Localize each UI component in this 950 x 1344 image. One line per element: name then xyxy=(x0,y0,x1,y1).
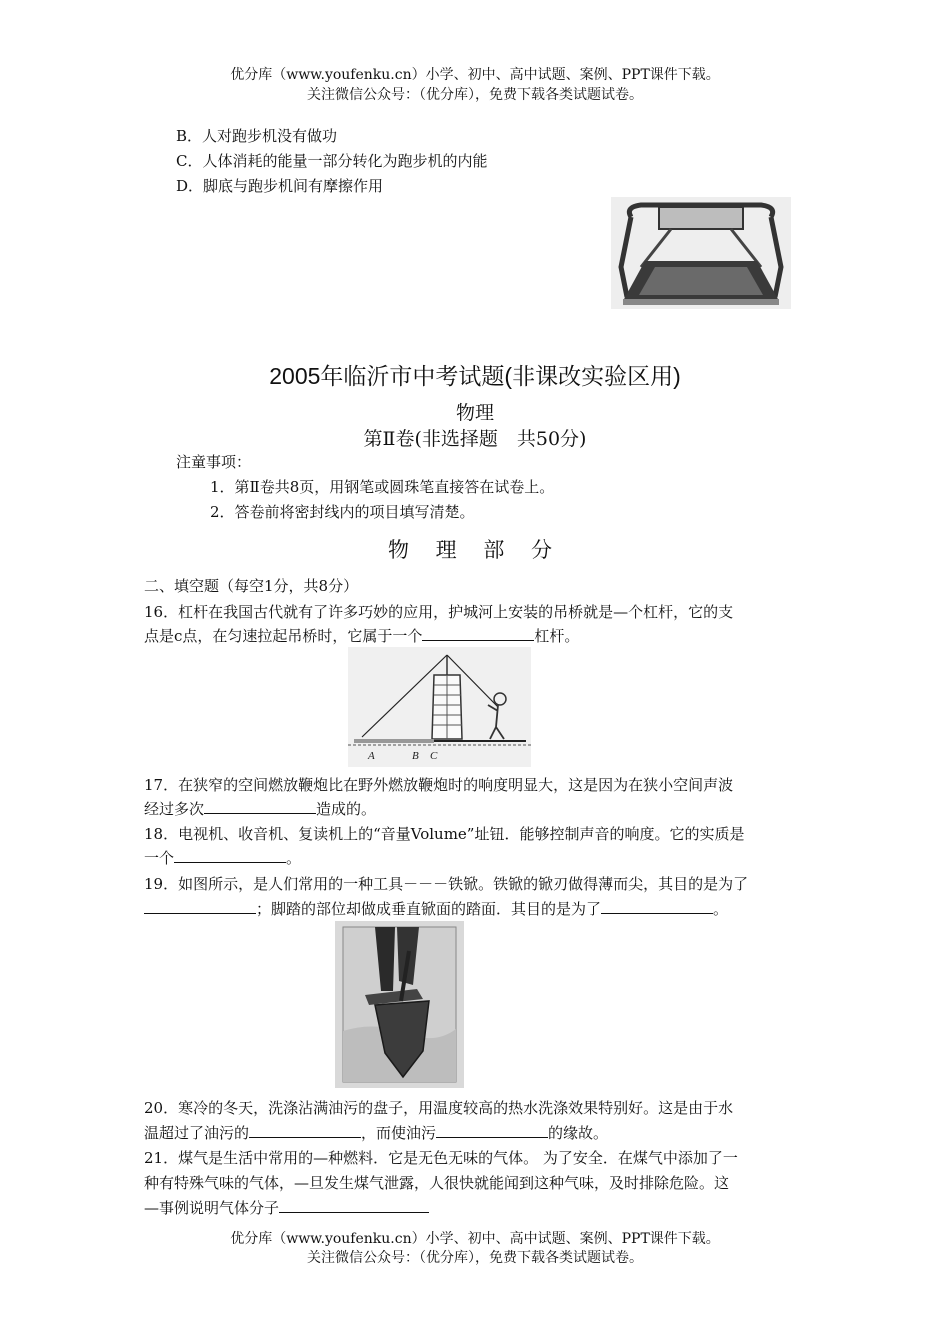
exam-subject: 物理 xyxy=(455,402,494,424)
footer-line-1: 优分库（www.youfenku.cn）小学、初中、高中试题、案例、PPT课件下载。 xyxy=(230,1231,720,1247)
exam-title: 2005年临沂市中考试题(非课改实验区用) xyxy=(269,363,681,389)
shovel-figure xyxy=(335,921,464,1088)
q17-line-1: 17．在狭窄的空间燃放鞭炮比在野外燃放鞭炮时的响度明显大，这是因为在狭小空间声波 xyxy=(144,776,734,794)
notes-item-2: 2．答卷前将密封线内的项目填写清楚。 xyxy=(210,503,475,521)
q19-line-2: ；脚踏的部位却做成垂直锨面的踏面．其目的是为了 。 xyxy=(144,897,728,921)
q17-line-2: 经过多次 造成的。 xyxy=(144,797,376,821)
section-title: 物 理 部 分 xyxy=(387,538,563,562)
q20-line-1: 20．寒冷的冬天，洗涤沾满油污的盘子，用温度较高的热水洗涤效果特别好。这是由于水 xyxy=(144,1099,734,1117)
q18-line-1: 18．电视机、收音机、复读机上的“音量Volume”址钮．能够控制声音的响度。它的实质是 xyxy=(144,825,745,843)
treadmill-figure xyxy=(611,197,791,309)
option-b: B．人对跑步机没有做功 xyxy=(176,127,338,145)
option-c: C．人体消耗的能量一部分转化为跑步机的内能 xyxy=(176,152,488,170)
label-a: A xyxy=(368,750,375,762)
q17-answer-blank[interactable] xyxy=(204,797,316,814)
q19-answer-blank-1[interactable] xyxy=(144,897,256,914)
q20-answer-blank-1[interactable] xyxy=(249,1121,361,1138)
q21-answer-blank[interactable] xyxy=(279,1196,429,1213)
part2-heading: 二、填空题（每空1分，共8分） xyxy=(144,577,359,595)
exam-volume: 第Ⅱ卷(非选择题 共50分) xyxy=(363,428,587,450)
header-line-1: 优分库（www.youfenku.cn）小学、初中、高中试题、案例、PPT课件下载。 xyxy=(230,67,720,83)
q16-line-2: 点是c点，在匀速拉起吊桥时，它属于一个 杠杆。 xyxy=(144,624,579,648)
q18-answer-blank[interactable] xyxy=(174,846,286,863)
q16-line-1: 16．杠杆在我国古代就有了许多巧妙的应用，护城河上安装的吊桥就是—个杠杆，它的支 xyxy=(144,603,734,621)
q20-answer-blank-2[interactable] xyxy=(436,1121,548,1138)
q20-line-2: 温超过了油污的 ，而使油污 的缘故。 xyxy=(144,1121,608,1145)
drawbridge-figure xyxy=(348,647,531,767)
q19-line-1: 19．如图所示，是人们常用的一种工具－－－铁锨。铁锨的锨刃做得薄而尖，其目的是为了 xyxy=(144,875,749,893)
q21-line-2: 种有特殊气味的气体，—旦发生煤气泄露，人很快就能闻到这种气味，及时排除危险。这 xyxy=(144,1174,730,1192)
q21-line-1: 21．煤气是生活中常用的—种燃料．它是无色无味的气体。 为了安全．在煤气中添加了一 xyxy=(144,1149,738,1167)
notes-item-1: 1．第Ⅱ卷共8页，用钢笔或圆珠笔直接答在试卷上。 xyxy=(210,478,555,496)
q19-answer-blank-2[interactable] xyxy=(601,897,713,914)
notes-heading: 注童事项： xyxy=(176,453,252,471)
label-c: C xyxy=(430,750,438,762)
q21-line-3: —事例说明气体分子 xyxy=(144,1196,429,1220)
option-d: D．脚底与跑步机间有摩擦作用 xyxy=(176,177,384,195)
q18-line-2: 一个 。 xyxy=(144,846,301,870)
label-b: B xyxy=(412,750,419,762)
q16-answer-blank[interactable] xyxy=(422,624,534,641)
header-line-2: 关注微信公众号：（优分库），免费下载各类试题试卷。 xyxy=(307,87,643,103)
footer-line-2: 关注微信公众号：（优分库），免费下载各类试题试卷。 xyxy=(307,1250,643,1266)
